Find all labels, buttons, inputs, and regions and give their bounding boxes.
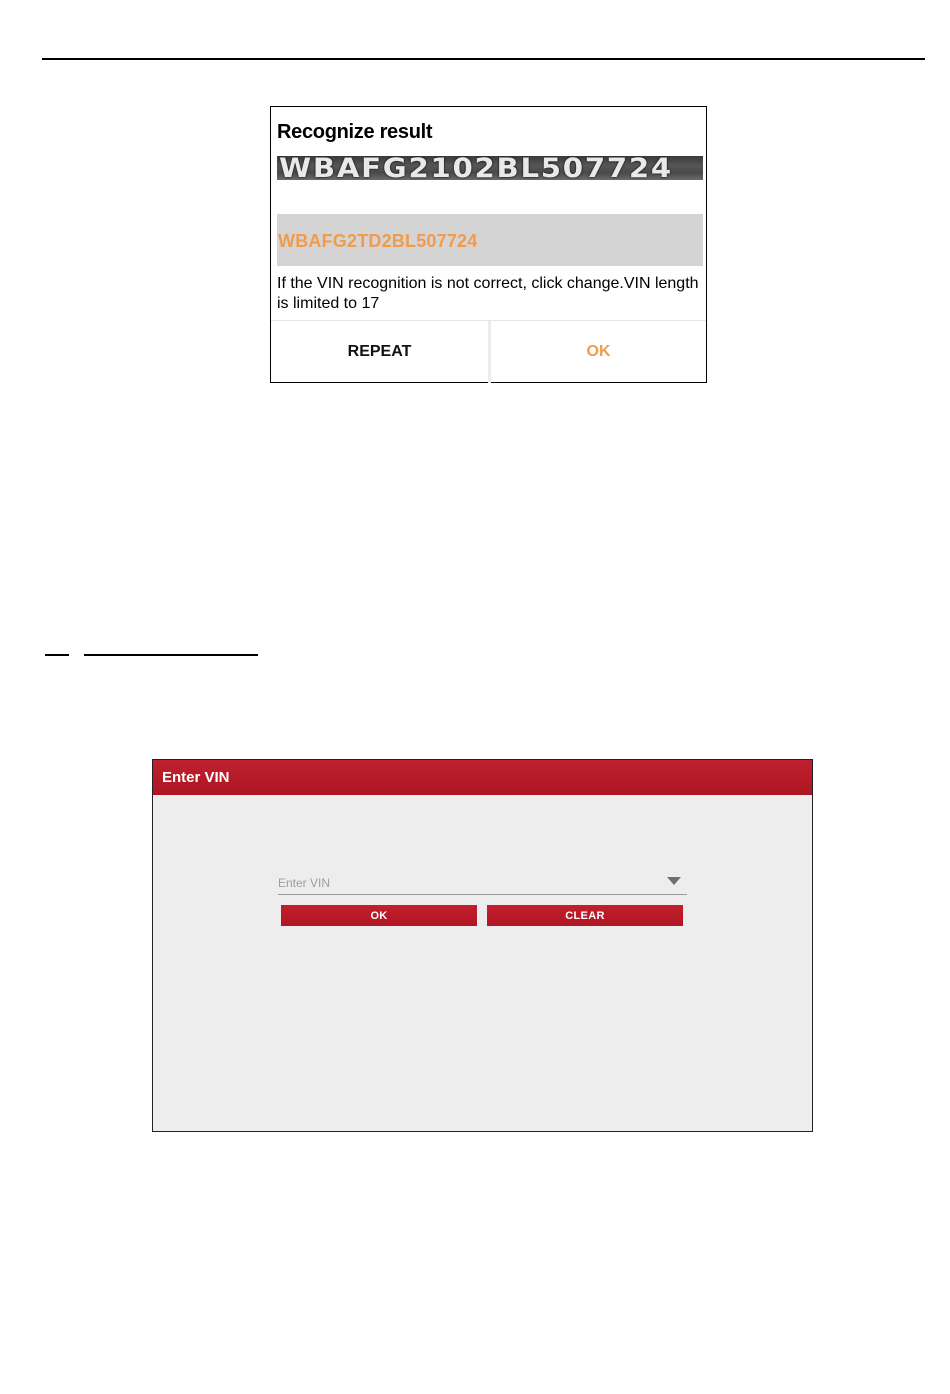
captured-vin-image (277, 156, 703, 180)
dialog-button-bar (271, 320, 706, 383)
recognized-vin-field[interactable] (277, 214, 703, 266)
vin-input-row (278, 870, 687, 895)
enter-vin-screen (152, 759, 813, 1132)
section-number-underline (45, 654, 69, 656)
screen-title: Enter VIN (162, 769, 230, 786)
page-header-rule (42, 58, 925, 60)
chevron-down-icon[interactable] (667, 877, 681, 885)
screen-header (153, 760, 812, 795)
recognize-result-dialog (270, 106, 707, 383)
repeat-button[interactable]: REPEAT (347, 343, 412, 360)
captured-vin-image-text: WBAFG2102BL507724 (279, 156, 673, 180)
vin-input[interactable] (278, 874, 648, 892)
recognized-vin-value: WBAFG2TD2BL507724 (278, 231, 478, 251)
dialog-title: Recognize result (277, 121, 433, 143)
clear-button[interactable]: CLEAR (487, 905, 683, 926)
vin-ok-button[interactable]: OK (281, 905, 477, 926)
recognition-note: If the VIN recognition is not correct, click change.VIN length is limited to 17 (277, 275, 699, 312)
ok-button[interactable]: OK (586, 343, 611, 360)
section-heading-underline (84, 654, 258, 656)
